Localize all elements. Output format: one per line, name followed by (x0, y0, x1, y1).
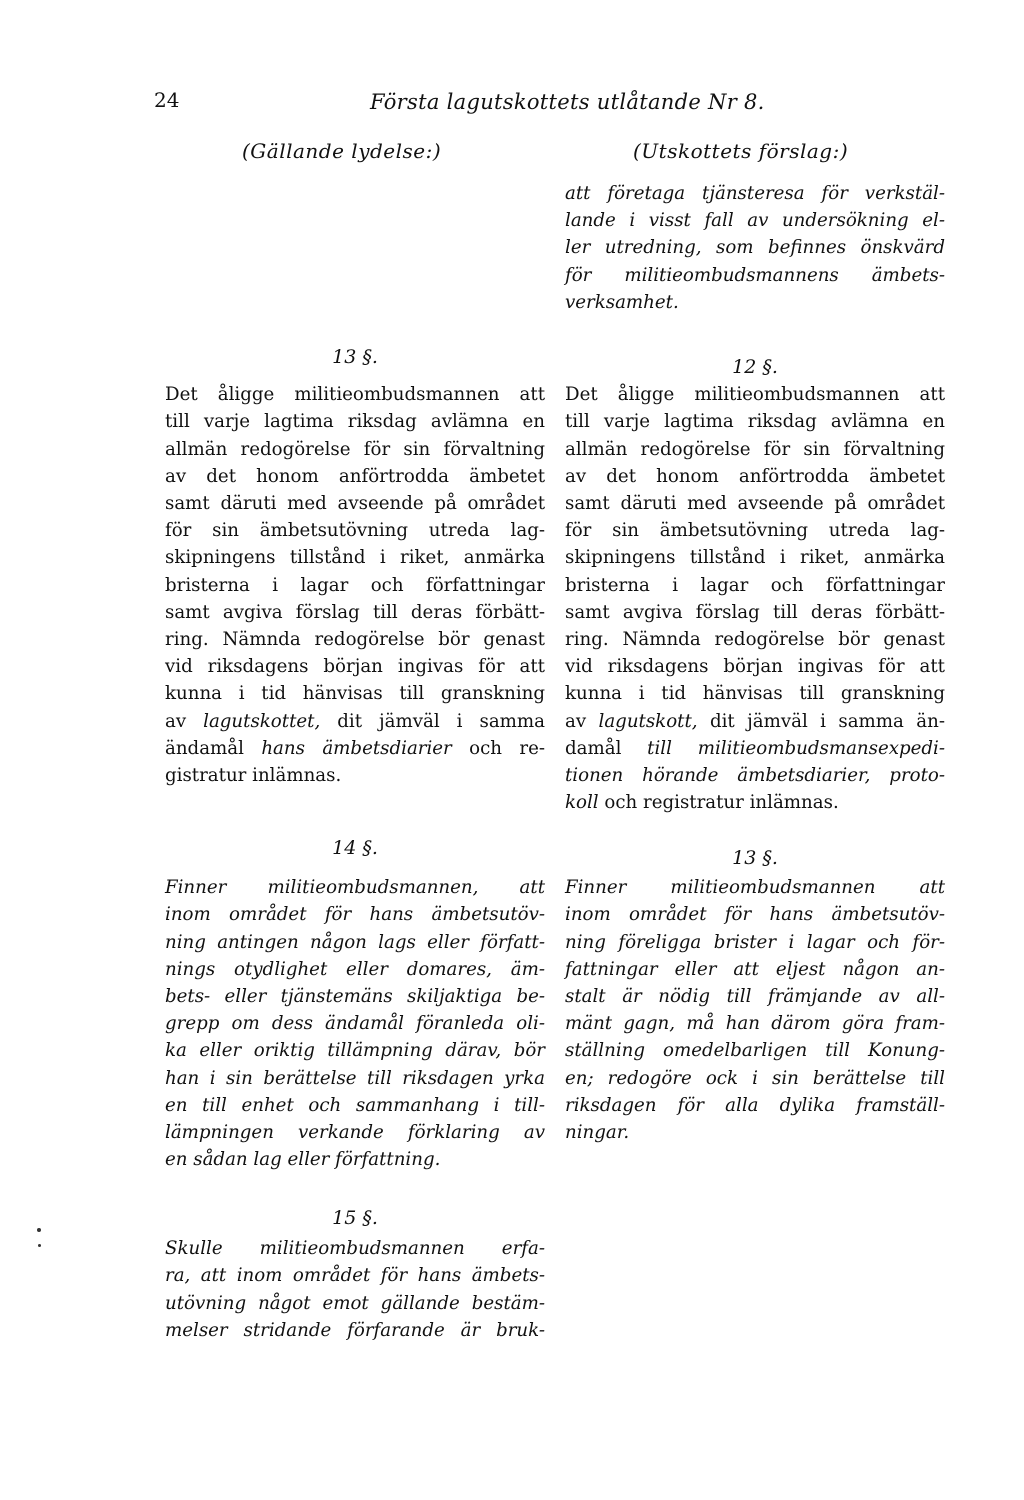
italic-fragment: koll (565, 792, 599, 814)
text-line: lämpningen verkande förklaring av (165, 1122, 545, 1144)
left-section-15 (165, 1205, 545, 1344)
text-line: en; redogöre ock i sin berättelse till (565, 1067, 945, 1089)
text-line: tionen hörande ämbetsdiarier, proto- (565, 765, 945, 787)
text-line: ka eller oriktig tillämpning därav, bör (165, 1040, 545, 1062)
text-fragment: dit jämväl i samma än- (697, 710, 945, 732)
text-line: att företaga tjänsteresa för verkstäl- (565, 183, 945, 204)
text-line: gistratur inlämnas. (165, 765, 342, 787)
text-line: skipningens tillstånd i riket, anmärka (165, 547, 545, 569)
text-line: ställning omedelbarligen till Konung- (565, 1040, 945, 1062)
text-line: Det åligge militieombudsmannen att (165, 384, 545, 406)
italic-fragment: lagutskottet, (203, 710, 321, 732)
running-head: Första lagutskottets utlåtande Nr 8. (370, 90, 765, 114)
section-number: 14 §. (332, 837, 378, 859)
text-fragment: och re- (451, 737, 546, 759)
text-line: verksamhet. (565, 291, 679, 313)
text-fragment: damål (565, 737, 648, 759)
text-line: mänt gagn, må han därom göra fram- (565, 1013, 945, 1035)
text-fragment: av (165, 710, 204, 732)
scan-speck (37, 1228, 41, 1232)
text-line: ningar. (565, 1122, 630, 1144)
text-fragment: dit jämväl i samma (320, 710, 545, 732)
text-line: inom området för hans ämbetsutöv- (565, 904, 945, 926)
text-line: Det åligge militieombudsmannen att (565, 384, 945, 406)
section-number: 13 §. (732, 847, 778, 869)
text-line: en sådan lag eller författning. (165, 1149, 441, 1171)
text-line: utövning något emot gällande bestäm- (165, 1292, 545, 1314)
text-line: samt avgiva förslag till deras förbätt- (565, 601, 945, 623)
text-line: ler utredning, som befinnes önskvärd (565, 237, 945, 259)
left-section-13 (165, 344, 545, 789)
text-line: samt avgiva förslag till deras förbätt- (165, 601, 545, 623)
text-line: ring. Nämnda redogörelse bör genast (565, 629, 945, 651)
text-line (565, 735, 945, 762)
text-line: allmän redogörelse för sin förvaltning (165, 438, 545, 460)
text-line: bristerna i lagar och författningar (565, 574, 945, 596)
text-line: han i sin berättelse till riksdagen yrka (165, 1067, 545, 1089)
text-line: samt däruti med avseende på området (165, 493, 545, 515)
section-number: 13 §. (332, 346, 378, 368)
right-intro-paragraph (565, 180, 945, 316)
text-line: till varje lagtima riksdag avlämna en (565, 411, 945, 433)
text-line: vid riksdagens början ingivas för att (165, 656, 545, 678)
text-line: ring. Nämnda redogörelse bör genast (165, 629, 545, 651)
text-line (565, 708, 945, 735)
text-line: samt däruti med avseende på området (565, 493, 945, 515)
italic-fragment: till militieombudsmansexpedi- (647, 737, 945, 759)
text-line: allmän redogörelse för sin förvaltning (565, 438, 945, 460)
text-line: stalt är nödig till främjande av all- (565, 986, 945, 1008)
section-number: 15 §. (332, 1207, 378, 1229)
left-column-heading: (Gällande lydelse:) (242, 139, 442, 163)
right-column-heading: (Utskottets förslag:) (633, 139, 849, 163)
text-line: riksdagen för alla dylika framställ- (565, 1094, 945, 1116)
text-line (565, 789, 945, 816)
text-line: Finner militieombudsmannen, att (165, 877, 545, 899)
text-line: bets- eller tjänstemäns skiljaktiga be- (165, 986, 545, 1008)
text-line: vid riksdagens början ingivas för att (565, 656, 945, 678)
text-line: Skulle militieombudsmannen erfa- (165, 1238, 545, 1260)
left-section-14 (165, 835, 545, 1173)
scan-speck (38, 1244, 41, 1247)
text-line: kunna i tid hänvisas till granskning (165, 683, 545, 705)
text-line: en till enhet och sammanhang i till- (165, 1094, 545, 1116)
text-line: av det honom anförtrodda ämbetet (165, 465, 545, 487)
right-section-13 (565, 845, 945, 1146)
text-line: grepp om dess ändamål föranleda oli- (165, 1013, 545, 1035)
text-line: ning antingen någon lags eller författ- (165, 931, 545, 953)
text-line (165, 735, 545, 762)
text-line: för sin ämbetsutövning utreda lag- (165, 520, 545, 542)
text-line: för sin ämbetsutövning utreda lag- (565, 520, 945, 542)
text-line: av det honom anförtrodda ämbetet (565, 465, 945, 487)
text-fragment: och registratur inlämnas. (598, 792, 839, 814)
text-line: lande i visst fall av undersökning el- (565, 210, 945, 232)
text-line: fattningar eller att eljest någon an- (565, 958, 945, 980)
text-line: till varje lagtima riksdag avlämna en (165, 411, 545, 433)
text-line: kunna i tid hänvisas till granskning (565, 683, 945, 705)
page-number: 24 (154, 88, 180, 112)
text-line: skipningens tillstånd i riket, anmärka (565, 547, 945, 569)
text-line (165, 708, 545, 735)
text-line: ra, att inom området för hans ämbets- (165, 1265, 545, 1287)
section-number: 12 §. (732, 356, 778, 378)
text-line: Finner militieombudsmannen att (565, 877, 945, 899)
italic-fragment: lagutskott, (598, 710, 698, 732)
text-line: för militieombudsmannens ämbets- (565, 264, 945, 286)
text-line: nings otydlighet eller domares, äm- (165, 958, 545, 980)
text-fragment: ändamål (165, 737, 262, 759)
text-line: melser stridande förfarande är bruk- (165, 1319, 545, 1341)
text-line: bristerna i lagar och författningar (165, 574, 545, 596)
text-fragment: av (565, 710, 599, 732)
italic-fragment: hans ämbetsdiarier (261, 737, 452, 759)
text-line: inom området för hans ämbetsutöv- (165, 904, 545, 926)
right-section-12 (565, 354, 945, 816)
text-line: ning föreligga brister i lagar och för- (565, 931, 945, 953)
